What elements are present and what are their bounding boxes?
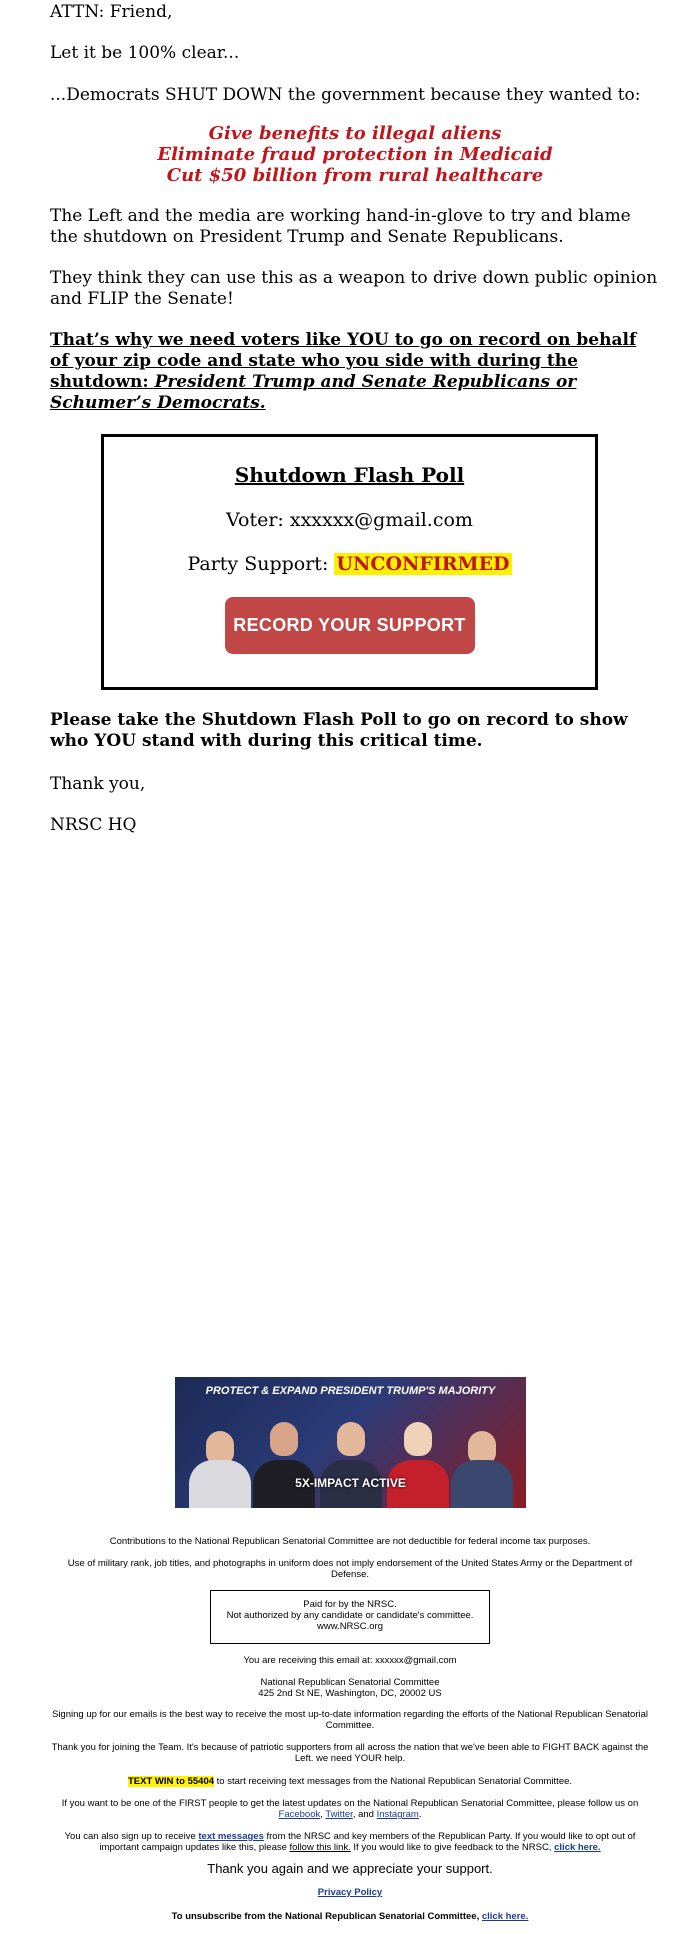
unsubscribe-link[interactable]: click here. (481, 1911, 529, 1922)
footer-tax-notice: Contributions to the National Republican Senatorial Committee are not deductible for federal income tax purposes. (109, 1536, 591, 1547)
instagram-link[interactable]: Instagram (376, 1809, 419, 1820)
banner-title: PROTECT & EXPAND PRESIDENT TRUMP'S MAJORITY (205, 1385, 496, 1397)
paragraph-call-to-action (50, 330, 660, 414)
footer-military-notice: Use of military rank, job titles, and photographs in uniform does not imply endorsement of the United States Army or the Department of Defense. (67, 1558, 633, 1580)
sms-text: from the NRSC and key members of the Republican Party. If you would like to opt out of important campaign updates like this, please (99, 1831, 636, 1853)
privacy-policy-link[interactable]: Privacy Policy (317, 1887, 383, 1898)
campaign-banner[interactable] (175, 1377, 526, 1508)
footer-text-win (50, 1776, 650, 1787)
reason-item: Cut $50 billion from rural healthcare (166, 165, 544, 186)
party-label: Party Support: (187, 553, 335, 575)
poll-party-support (104, 553, 595, 575)
person-photo (253, 1416, 315, 1508)
separator: , (320, 1809, 326, 1820)
poll-voter (104, 509, 595, 531)
footer-thank-team: Thank you for joining the Team. It's because of patriotic supporters from all across the nation that we've been able to FIGHT BACK against the Left. we need YOUR help. (51, 1742, 649, 1764)
banner-photo (175, 1408, 526, 1508)
person-photo (320, 1416, 382, 1508)
separator: , and (352, 1809, 377, 1820)
footer-signup: Signing up for our emails is the best way to receive the most up-to-date information regarding the efforts of the National Republican Senatorial Committee. (51, 1709, 649, 1731)
paragraph-blame: The Left and the media are working hand-in-glove to try and blame the shutdown on President Trump and Senate Republicans. (50, 206, 631, 247)
facebook-link[interactable]: Facebook (278, 1809, 321, 1820)
receiving-label: You are receiving this email at: (243, 1655, 376, 1666)
sms-text: If you would like to give feedback to the NRSC, (350, 1842, 555, 1853)
thanks-line: Thank you, (50, 774, 146, 794)
person-photo (189, 1423, 251, 1508)
banner-badge: 5X-IMPACT ACTIVE (295, 1476, 406, 1490)
paragraph-weapon: They think they can use this as a weapon to drive down public opinion and FLIP the Senate! (50, 268, 658, 309)
record-support-button[interactable]: RECORD YOUR SUPPORT (225, 597, 475, 654)
person-photo (387, 1416, 449, 1508)
lead-line: ...Democrats SHUT DOWN the government because they wanted to: (50, 85, 641, 105)
twitter-link[interactable]: Twitter (325, 1809, 353, 1820)
receiving-email: xxxxxx@gmail.com (375, 1655, 457, 1666)
footer-receiving (50, 1655, 650, 1666)
flash-poll-box (101, 434, 598, 690)
feedback-link[interactable]: click here. (554, 1842, 601, 1853)
person-photo (451, 1423, 513, 1508)
footer-address (50, 1677, 650, 1699)
cta-italic-text: President Trump and Senate Republicans or Schumer’s Democrats. (50, 372, 577, 413)
paid-for-box (210, 1590, 490, 1644)
reason-item: Eliminate fraud protection in Medicaid (157, 144, 553, 165)
authorization-line: Not authorized by any candidate or candidate's committee. (226, 1610, 474, 1621)
paid-line: Paid for by the NRSC. (303, 1599, 397, 1610)
intro-line: Let it be 100% clear... (50, 43, 240, 63)
social-intro: If you want to be one of the FIRST people to get the latest updates on the National Republican Senatorial Committee, please follow us on (61, 1798, 639, 1809)
unsubscribe-text: To unsubscribe from the National Republican Senatorial Committee, (171, 1911, 482, 1922)
closing-bold-paragraph: Please take the Shutdown Flash Poll to go on record to show who YOU stand with during this critical time. (50, 710, 628, 751)
footer-privacy (50, 1887, 650, 1898)
sms-text: You can also sign up to receive (64, 1831, 199, 1842)
footer-sms (50, 1831, 650, 1853)
opt-out-link[interactable]: follow this link. (289, 1842, 351, 1853)
org-name: National Republican Senatorial Committee (260, 1677, 440, 1688)
nrsc-website-link[interactable]: www.NRSC.org (317, 1621, 383, 1632)
period: . (418, 1809, 422, 1820)
reasons-list (50, 123, 660, 186)
signature: NRSC HQ (50, 815, 137, 835)
greeting: ATTN: Friend, (50, 2, 173, 22)
reason-item: Give benefits to illegal aliens (208, 123, 502, 144)
text-win-rest: to start receiving text messages from the National Republican Senatorial Committee. (214, 1776, 573, 1787)
text-win-highlight: TEXT WIN to 55404 (127, 1776, 215, 1787)
cta-main-text: That’s why we need voters like YOU to go on record on behalf of your zip code and state who you side with during the shutdown: (50, 330, 637, 392)
voter-email: xxxxxx@gmail.com (289, 509, 473, 531)
footer-social (50, 1798, 650, 1820)
voter-label: Voter: (226, 509, 290, 531)
text-messages-link[interactable]: text messages (198, 1831, 264, 1842)
poll-title: Shutdown Flash Poll (234, 463, 465, 487)
party-status-badge: UNCONFIRMED (336, 553, 510, 575)
footer-unsubscribe (50, 1911, 650, 1922)
footer-thank-again: Thank you again and we appreciate your support. (207, 1861, 493, 1876)
org-address: 425 2nd St NE, Washington, DC, 20002 US (258, 1688, 442, 1699)
